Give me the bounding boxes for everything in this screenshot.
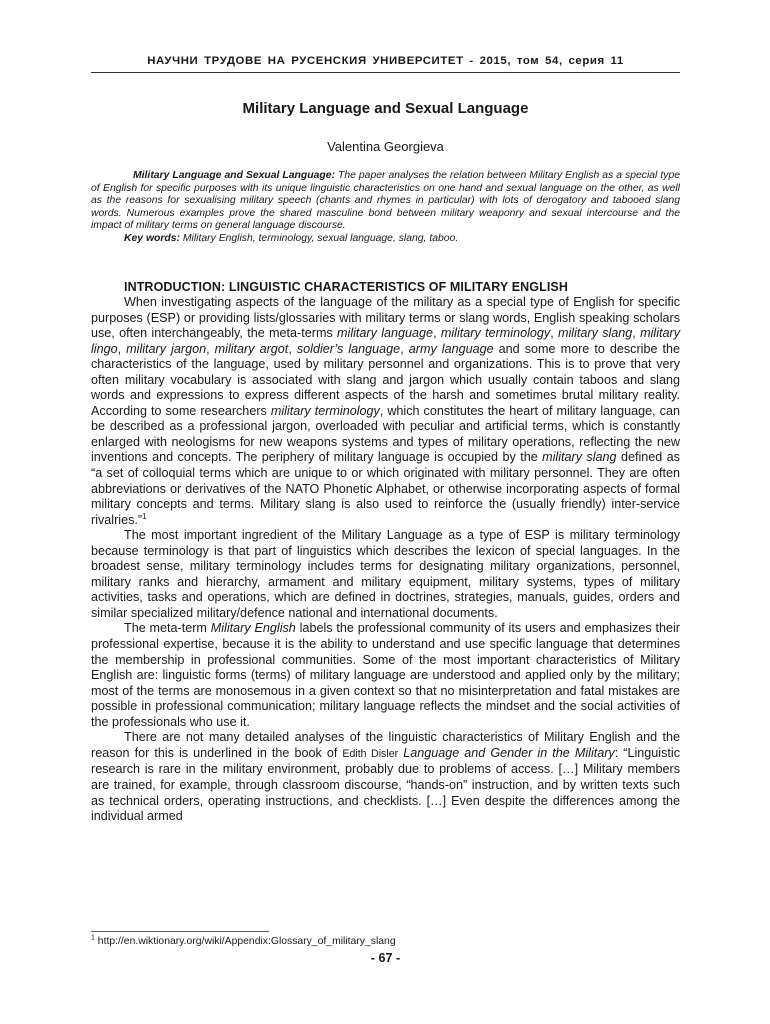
italic-term: Military English: [210, 621, 296, 636]
text-run: When investigating aspects of the language of the military as a special type of English for specific purposes (ESP) or providing lists/glossaries with military terms or slang words, English speaking scholars use, often interchangeably, the meta-terms: [91, 295, 680, 341]
footnote-mark: 1: [91, 934, 95, 942]
body-paragraph-2: The most important ingredient of the Military Language as a type of ESP is military terminology because terminology is that part of linguistics which describes the lexicon of special languages. In the broadest sense, military terminology includes terms for designating military organizations, personnel, military ranks and hierarchy, armament and military equipment, military systems, types of military activities, tasks and operations, which are defined in doctrines, strategies, manuals, guides, orders and similar specialized military/defence national and international documents.: [91, 528, 680, 620]
keywords-line: [91, 233, 680, 246]
keywords-label: Key words:: [124, 232, 181, 244]
article-title: Military Language and Sexual Language: [242, 100, 529, 117]
body-text: [91, 295, 680, 825]
section-heading: INTRODUCTION: LINGUISTIC CHARACTERISTICS OF MILITARY ENGLISH: [124, 280, 568, 294]
text-run: labels the professional community of its users and emphasizes their professional expertise, because it is the ability to understand and use specific language that determines the membership in professional communities. Some of the most important characteristics of Military English are: linguistic forms (terms) of military language are understood and applied only by the military; most of the terms are monosemous in a given context so that no misinterpretation and fatal mistakes are possible in professional communication; military language reflects the mindset and the social activities of the professionals who use it.: [91, 621, 681, 729]
italic-term: military slang: [558, 326, 633, 341]
footnote: [91, 936, 396, 947]
running-head: НАУЧНИ ТРУДОВЕ НА РУСЕНСКИЯ УНИВЕРСИТЕТ - 2015, том 54, серия 11: [147, 55, 624, 67]
footnote-reference[interactable]: 1: [142, 511, 147, 521]
text-run: ,: [550, 326, 558, 341]
text-run: ,: [206, 341, 215, 356]
italic-term: soldier’s language: [296, 341, 401, 356]
italic-term: military argot: [214, 341, 289, 356]
text-run: There are not many detailed analyses of the linguistic characteristics of Military English and the reason for this is underlined in the book of: [91, 730, 680, 760]
italic-term: army language: [408, 341, 494, 356]
abstract-paragraph: [91, 170, 680, 233]
italic-term: military jargon: [126, 341, 207, 356]
book-title: Language and Gender in the Military: [403, 745, 615, 760]
footnote-rule: [91, 931, 269, 932]
page-number: - 67 -: [370, 951, 401, 965]
italic-term: military language: [337, 326, 434, 341]
italic-term: military lingo: [91, 326, 680, 356]
abstract: [91, 170, 680, 245]
text-run: ,: [433, 326, 441, 341]
text-run: : “Linguistic research is rare in the military environment, probably due to problems of access. […] Military members are trained, for example, through classroom discourse, “hands-on” instruction, and by written texts such as technical orders, operating instructions, and checklists. […] Even despite the differences among the individual armed: [91, 745, 680, 824]
footnote-link[interactable]: http://en.wiktionary.org/wiki/Appendix:Glossary_of_military_slang: [97, 936, 396, 947]
abstract-lead: Military Language and Sexual Language:: [133, 170, 335, 181]
text-run: ,: [400, 341, 409, 356]
cited-author: Edith Disler: [342, 747, 399, 760]
text-run: , which constitutes the heart of military language, can be described as a professional jargon, overloaded with peculiar and artificial terms, which is constantly enlarged with neologisms for new weapons systems and types of military operations, reflecting the new inventions and concepts. The periphery of military language is occupied by the: [91, 403, 680, 465]
body-paragraph-3: [91, 621, 680, 730]
body-paragraph-1: [91, 295, 680, 528]
italic-term: military terminology: [270, 403, 380, 418]
text-run: and some more to describe the characteristics of the language, used by military personnel and organizations. This is to prove that very often military vocabulary is associated with slang and jargon which usually contain taboos and slang words and expressions to express different aspects of the harsh and sometimes brutal military reality. According to some researchers: [91, 341, 681, 418]
text-run: ,: [117, 341, 127, 356]
text-run: defined as “a set of colloquial terms which are unique to or which originated with military personnel. They are often abbreviations or derivatives of the NATO Phonetic Alphabet, or otherwise incorporating aspects of formal military concepts and terms. Military slang is also used to reinforce the (usually friendly) inter-service rivalries.”: [91, 450, 680, 527]
article-author: Valentina Georgieva: [327, 139, 444, 154]
italic-term: military terminology: [440, 326, 551, 341]
keywords-text: Military English, terminology, sexual language, slang, taboo.: [182, 232, 459, 244]
abstract-text: The paper analyses the relation between Military English as a special type of English for specific purposes with its unique linguistic characteristics on one hand and sexual language on the other, as well as the reasons for sexualising military speech (chants and rhymes in particular) with lots of derogatory and tabooed slang words. Numerous examples prove the shared masculine bond between military weaponry and sexual intercourse and the impact of military terms on general language discourse.: [91, 170, 681, 231]
body-paragraph-4: [91, 730, 680, 824]
text-run: ,: [288, 341, 297, 356]
text-run: The meta-term: [124, 621, 211, 636]
italic-term: military slang: [542, 450, 617, 465]
text-run: ,: [632, 326, 641, 341]
header-rule: [91, 72, 680, 73]
